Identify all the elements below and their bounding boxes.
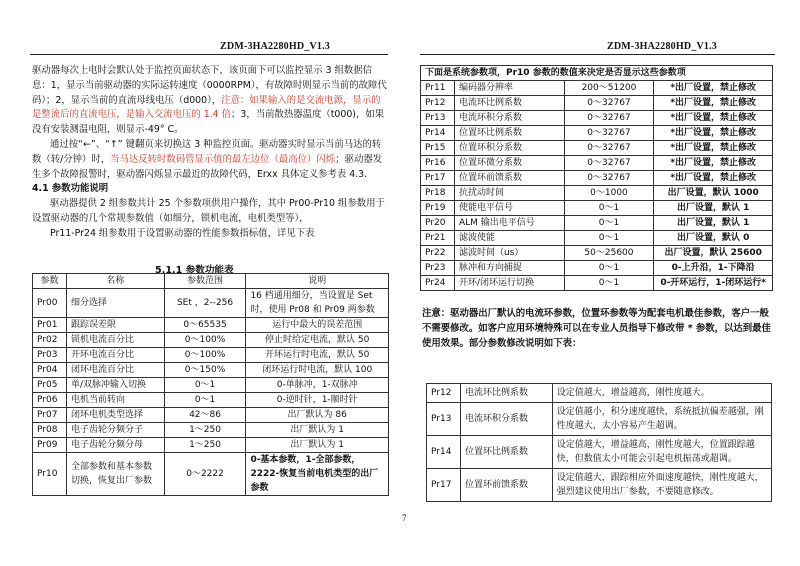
table-cell: 0～32767 — [564, 111, 654, 126]
intro-paragraph-1: 驱动器每次上电时会默认处于监控页面状态下，该页面下可以监控显示 3 组数据信息：1，显示当前驱动器的实际运转速度（0000RPM），有故障时则显示当前的故障代码）；2，显示当前的直流母线电压（d000），注意：如果输入的是交流电源，显示的是整流后的直流电压，是输入交流电压的 1.4 倍；3，当前散热器温度（t000)，如果没有安装测温电阻，则显示-49° C。 — [32, 65, 387, 136]
table-row — [421, 96, 773, 111]
table-cell: 设定值越大，增益越高，刚性度越大。 — [552, 384, 771, 403]
table-cell: 0～32767 — [564, 126, 654, 141]
table-row — [33, 408, 389, 423]
table-cell: 出厂设置，默认 1 — [654, 201, 773, 216]
table-cell: 0～32767 — [564, 141, 654, 156]
table-row — [421, 231, 773, 246]
table-cell: 位置环微分系数 — [454, 156, 564, 171]
header-left: ZDM-3HA2280HD_V1.3 — [220, 41, 330, 52]
table-cell: 出厂设置，默认 1 — [654, 216, 773, 231]
col-header: 参数 — [33, 274, 67, 289]
table-cell: 1～250 — [164, 423, 246, 438]
intro-text — [32, 64, 387, 242]
table-cell: SEt ，2--256 — [164, 289, 246, 318]
table-row — [421, 276, 773, 291]
table-cell: 设定值越小，积分速度越快，系统抵抗偏差越强，刚性度越大，太小容易产生超调。 — [552, 403, 771, 436]
table-cell: 使能电平信号 — [454, 201, 564, 216]
table-cell: Pr17 — [427, 469, 461, 502]
table-cell: Pr18 — [421, 186, 455, 201]
table-cell: 运行中最大的误差范围 — [246, 318, 389, 333]
table-cell: Pr24 — [421, 276, 455, 291]
table-cell: 0～32767 — [564, 156, 654, 171]
table-cell: 设定值越大，跟踪相应外面速度越快，刚性度越大，强烈建议使用出厂参数，不要随意修改。 — [552, 469, 771, 502]
col-header: 参数范围 — [164, 274, 246, 289]
table-cell: 电子齿轮分频分母 — [66, 438, 164, 453]
table-cell: 0～32767 — [564, 96, 654, 111]
table-cell: 0～100% — [164, 348, 246, 363]
table-cell: 16 档通用细分，当设置是 Set 时，使用 Pr08 和 Pr09 两参数 — [246, 289, 389, 318]
table-row — [427, 436, 772, 469]
table-cell: 0～100% — [164, 333, 246, 348]
table-cell: Pr11 — [421, 81, 455, 96]
table-row — [33, 318, 389, 333]
table-cell: 0-开环运行，1-闭环运行* — [654, 276, 773, 291]
header-right: ZDM-3HA2280HD_V1.3 — [607, 41, 717, 52]
table-row — [33, 393, 389, 408]
table-cell: 电流环积分系数 — [460, 403, 552, 436]
table-cell: *出厂设置，禁止修改 — [654, 126, 773, 141]
table-cell: 位置环积分系数 — [454, 141, 564, 156]
table-row — [427, 384, 772, 403]
table-cell: Pr22 — [421, 246, 455, 261]
table-cell: 0～1 — [564, 261, 654, 276]
table-cell: ALM 输出电平信号 — [454, 216, 564, 231]
intro-paragraph-2: 通过按“←”、“↑” 键翻页来切换这 3 种监控页面。驱动器实时显示当前马达的转数（转/分钟）时，当马达反转时数码管显示值的最左边位（最高位）闪烁；驱动器发生多个故障报警时，驱动器闪烁显示最近的故障代码，Erxx 具体定义参考表 4.3. — [32, 138, 383, 180]
table-cell: 0-基本参数，1-全部参数，2222-恢复当前电机类型的出厂参数 — [246, 453, 389, 496]
table-row — [33, 453, 389, 496]
left-table-caption: 5.1.1 参数功能表 — [155, 265, 234, 276]
table-cell: 电子齿轮分频分子 — [66, 423, 164, 438]
table-cell: 电机当前转向 — [66, 393, 164, 408]
table-cell: 设定值越大，增益越高，刚性度越大，位置跟踪越快，但数值太小可能会引起电机振荡或超调。 — [552, 436, 771, 469]
table-row — [421, 81, 773, 96]
system-param-table — [420, 65, 773, 291]
header-rule-left — [30, 54, 388, 55]
table-cell: Pr19 — [421, 201, 455, 216]
table-cell: Pr05 — [33, 378, 67, 393]
table-cell: 0～65535 — [164, 318, 246, 333]
table-cell: Pr14 — [421, 126, 455, 141]
table-cell: *出厂设置，禁止修改 — [654, 81, 773, 96]
col-header: 说明 — [246, 274, 389, 289]
table-cell: 停止时给定电流，默认 50 — [246, 333, 389, 348]
table-row — [421, 141, 773, 156]
table-cell: Pr01 — [33, 318, 67, 333]
intro-paragraph-3: 驱动器提供 2 组参数共计 25 个参数项供用户操作，其中 Pr00-Pr10 组参数用于设置驱动器的几个常规参数值（如细分，锁机电流，电机类型等）， — [32, 198, 385, 224]
table-cell: 0～1 — [564, 231, 654, 246]
table-cell: 滤波时间（us） — [454, 246, 564, 261]
table-cell: Pr23 — [421, 261, 455, 276]
table-header-row — [33, 274, 389, 289]
table-cell: *出厂设置，禁止修改 — [654, 111, 773, 126]
table-cell: 0-单脉冲，1-双脉冲 — [246, 378, 389, 393]
table-cell: 位置环前馈系数 — [460, 469, 552, 502]
table-row — [33, 348, 389, 363]
table-cell: Pr14 — [427, 436, 461, 469]
param-function-table — [32, 273, 389, 496]
table-cell: 位置环比例系数 — [460, 436, 552, 469]
table-cell: 位置环前馈系数 — [454, 171, 564, 186]
tuning-table — [426, 383, 772, 502]
table-cell: *出厂设置，禁止修改 — [654, 156, 773, 171]
table-cell: 滤波使能 — [454, 231, 564, 246]
table-cell: Pr07 — [33, 408, 67, 423]
table-cell: Pr10 — [33, 453, 67, 496]
table-cell: 跟踪误差限 — [66, 318, 164, 333]
table-cell: 出厂默认为 86 — [246, 408, 389, 423]
table-cell: Pr03 — [33, 348, 67, 363]
table-cell: 1～250 — [164, 438, 246, 453]
table-row — [421, 126, 773, 141]
table-row — [427, 469, 772, 502]
table-cell: 开环电流百分比 — [66, 348, 164, 363]
table-cell: Pr15 — [421, 141, 455, 156]
table-cell: 0～1000 — [564, 186, 654, 201]
table-cell: *出厂设置，禁止修改 — [654, 171, 773, 186]
table-row — [421, 156, 773, 171]
table-cell: Pr00 — [33, 289, 67, 318]
table-cell: 出厂设置，默认 1000 — [654, 186, 773, 201]
table-cell: 闭环运行时电流，默认 100 — [246, 363, 389, 378]
table-row — [427, 403, 772, 436]
table-row — [421, 216, 773, 231]
table-row — [421, 111, 773, 126]
table-cell: 0～1 — [564, 276, 654, 291]
table-cell: Pr20 — [421, 216, 455, 231]
table-cell: 开环运行时电流，默认 50 — [246, 348, 389, 363]
table-cell: 出厂默认为 1 — [246, 438, 389, 453]
table-cell: 0-逆时针，1-顺时针 — [246, 393, 389, 408]
intro-paragraph-4: Pr11-Pr24 组参数用于设置驱动器的性能参数指标值，详见下表 — [50, 227, 315, 239]
header-rule-right — [420, 54, 775, 55]
table-cell: Pr17 — [421, 171, 455, 186]
table-cell: Pr21 — [421, 231, 455, 246]
table-row — [421, 186, 773, 201]
table-cell: 0～150% — [164, 363, 246, 378]
table-cell: 0～1 — [164, 378, 246, 393]
table-row — [33, 333, 389, 348]
table-cell: 50～25600 — [564, 246, 654, 261]
table-cell: 电流环比例系数 — [460, 384, 552, 403]
table-cell: Pr06 — [33, 393, 67, 408]
right-table-caption: 下面是系统参数项，Pr10 参数的数值来决定是否显示这些参数项 — [421, 66, 773, 81]
table-cell: 锁机电流百分比 — [66, 333, 164, 348]
table-cell: *出厂设置，禁止修改 — [654, 96, 773, 111]
table-row — [33, 363, 389, 378]
table-row — [33, 289, 389, 318]
table-cell: 抗扰动时间 — [454, 186, 564, 201]
table-cell: 开环/闭环运行切换 — [454, 276, 564, 291]
table-cell: 出厂设置，默认 25600 — [654, 246, 773, 261]
table-cell: Pr13 — [421, 111, 455, 126]
note-text: 注意：驱动器出厂默认的电流环参数，位置环参数等为配套电机最佳参数，客户一般不需要修改。如客户应用环境特殊可以在专业人员指导下修改带 * 参数，以达到最佳使用效果。部分参数修改说明如下表： — [422, 308, 771, 349]
table-cell: 编码器分辨率 — [454, 81, 564, 96]
table-cell: Pr16 — [421, 156, 455, 171]
table-cell: Pr02 — [33, 333, 67, 348]
table-cell: 0～32767 — [564, 171, 654, 186]
table-cell: 出厂默认为 1 — [246, 423, 389, 438]
table-cell: 电流环积分系数 — [454, 111, 564, 126]
table-cell: 出厂设置，默认 0 — [654, 231, 773, 246]
table-cell: Pr04 — [33, 363, 67, 378]
table-cell: Pr13 — [427, 403, 461, 436]
table-cell: 0～2222 — [164, 453, 246, 496]
table-row — [33, 423, 389, 438]
table-cell: 全部参数和基本参数切换，恢复出厂参数 — [66, 453, 164, 496]
table-cell: *出厂设置，禁止修改 — [654, 141, 773, 156]
table-cell: 细分选择 — [66, 289, 164, 318]
table-caption-row — [421, 66, 773, 81]
page-number: 7 — [402, 513, 407, 523]
table-cell: 0～1 — [564, 216, 654, 231]
table-row — [421, 246, 773, 261]
table-row — [421, 201, 773, 216]
table-cell: 单/双脉冲输入切换 — [66, 378, 164, 393]
table-row — [421, 171, 773, 186]
table-cell: 脉冲和方向捕捉 — [454, 261, 564, 276]
col-header: 名称 — [66, 274, 164, 289]
table-cell: 0-上升沿，1-下降沿 — [654, 261, 773, 276]
table-cell: 0～1 — [564, 201, 654, 216]
table-cell: 闭环电机类型选择 — [66, 408, 164, 423]
table-cell: 42～86 — [164, 408, 246, 423]
table-row — [33, 438, 389, 453]
section-heading: 4.1 参数功能说明 — [32, 183, 109, 195]
table-cell: 200～51200 — [564, 81, 654, 96]
table-row — [421, 261, 773, 276]
table-cell: 闭环电流百分比 — [66, 363, 164, 378]
table-cell: Pr09 — [33, 438, 67, 453]
table-row — [33, 378, 389, 393]
table-cell: 0～1 — [164, 393, 246, 408]
table-cell: 位置环比例系数 — [454, 126, 564, 141]
table-cell: Pr08 — [33, 423, 67, 438]
table-cell: Pr12 — [427, 384, 461, 403]
table-cell: Pr12 — [421, 96, 455, 111]
table-cell: 电流环比例系数 — [454, 96, 564, 111]
